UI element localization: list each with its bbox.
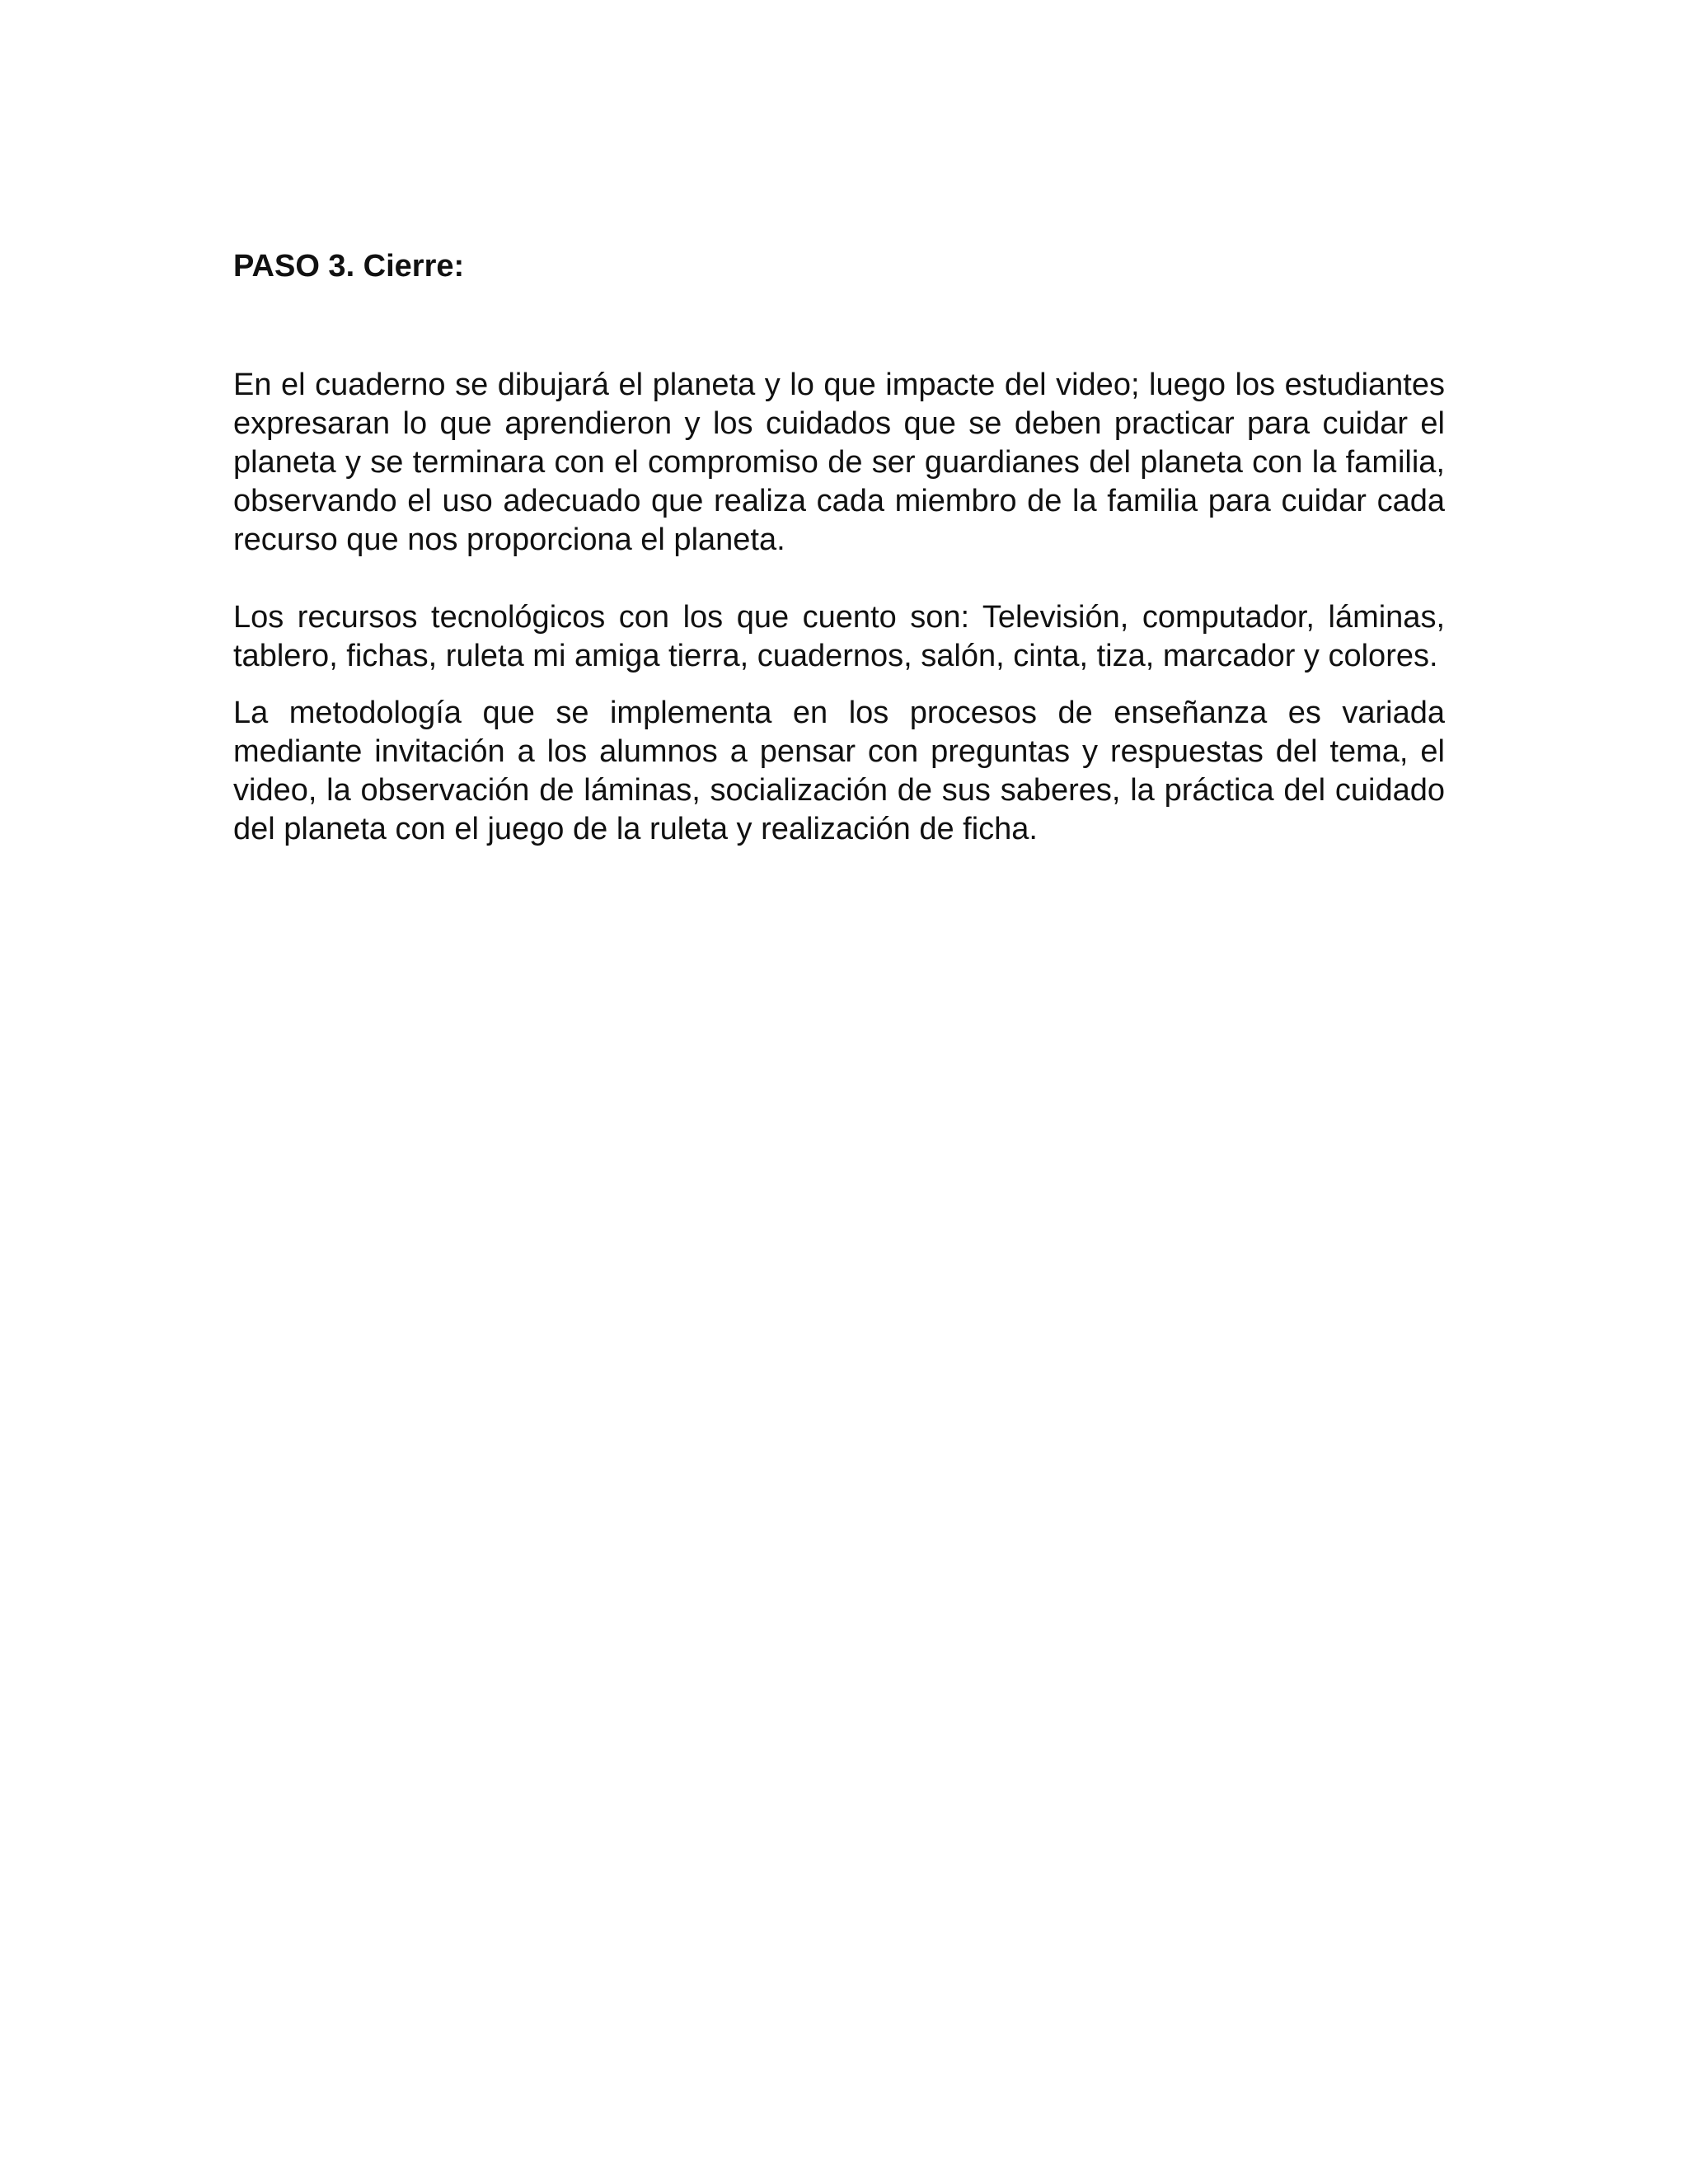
paragraph-resources: Los recursos tecnológicos con los que cuento son: Televisión, computador, láminas, tablero, fichas, ruleta mi amiga tierra, cuadernos, salón, cinta, tiza, marcador y colores. <box>233 600 1445 673</box>
document-body <box>233 247 1445 849</box>
section-heading: PASO 3. Cierre: <box>233 249 465 284</box>
paragraph-closing-activity: En el cuaderno se dibujará el planeta y lo que impacte del video; luego los estudiantes expresaran lo que aprendieron y los cuidados que se deben practicar para cuidar el planeta y se terminara con el compromiso de ser guardianes del planeta con la familia, observando el uso adecuado que realiza cada miembro de la familia para cuidar cada recurso que nos proporciona el planeta. <box>233 368 1445 557</box>
paragraph-methodology: La metodología que se implementa en los procesos de enseñanza es variada mediante invitación a los alumnos a pensar con preguntas y respuestas del tema, el video, la observación de láminas, socialización de sus saberes, la práctica del cuidado del planeta con el juego de la ruleta y realización de ficha. <box>233 696 1445 846</box>
